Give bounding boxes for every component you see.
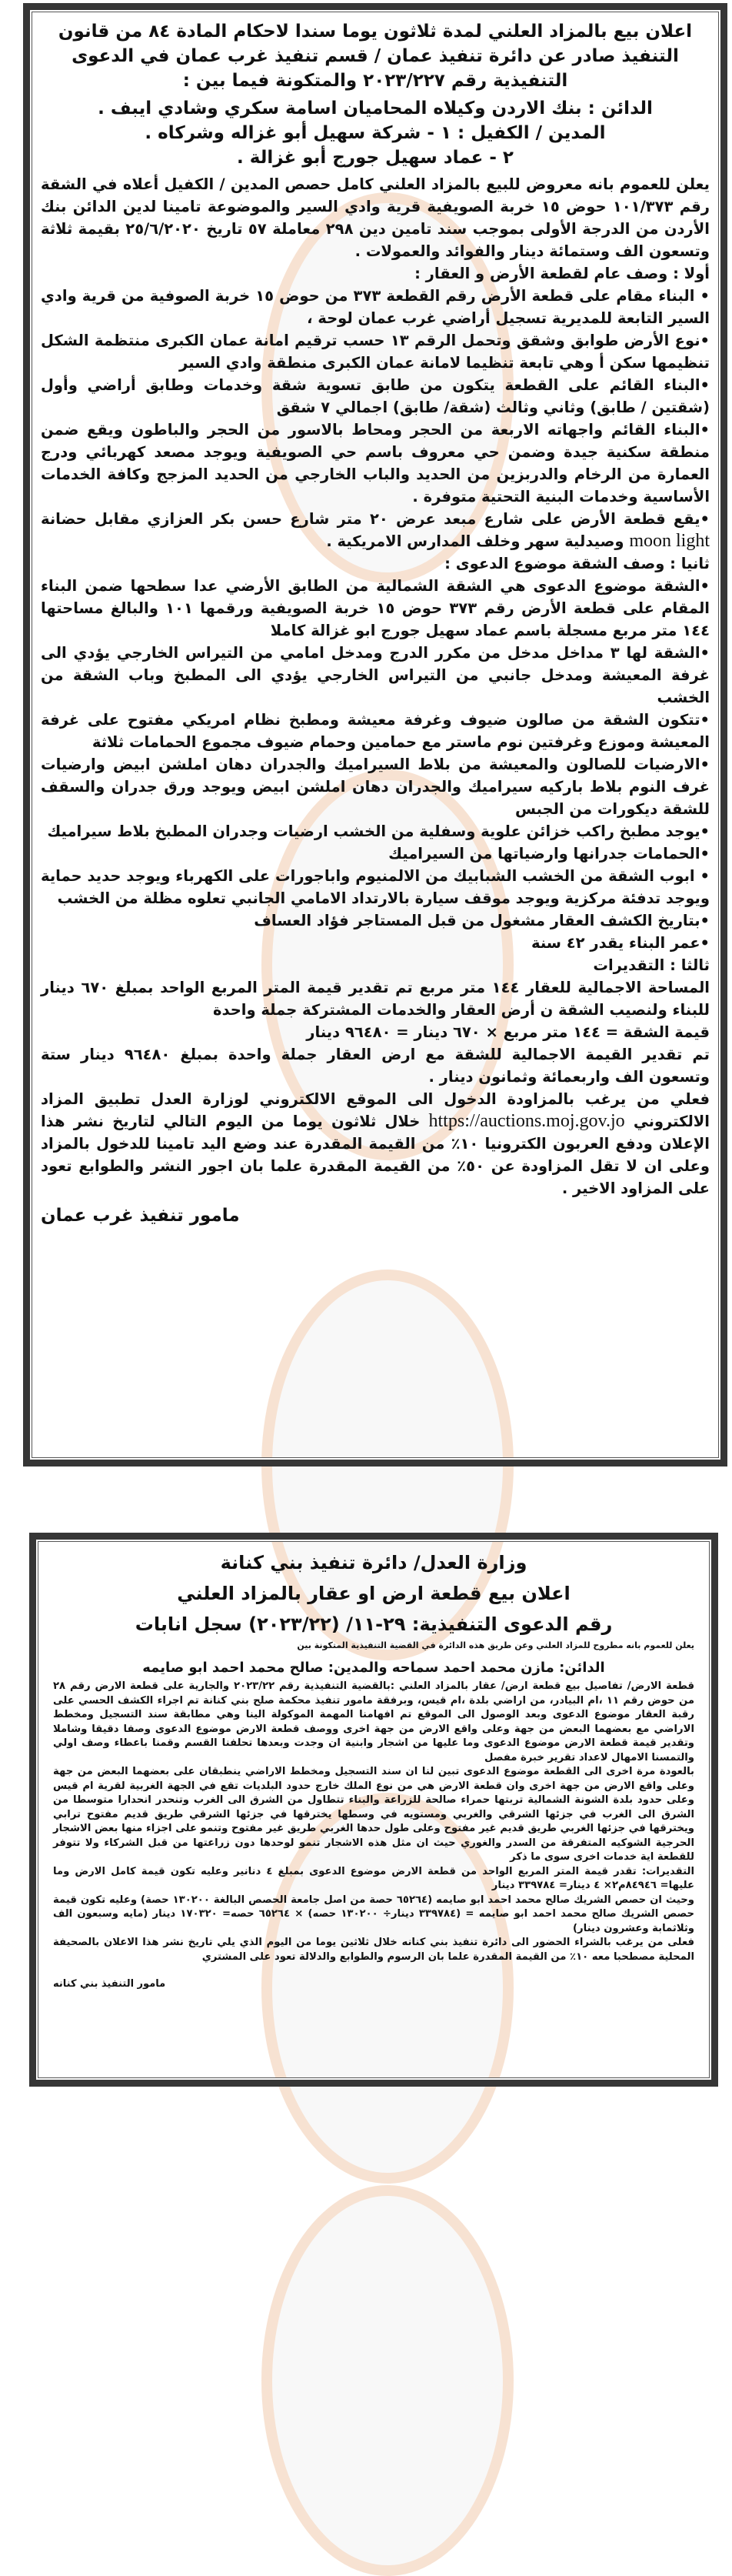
auction-notice-west-amman (23, 3, 727, 1467)
list-item: •البناء القائم واجهاته الاربعة من الحجر ومحاط بالاسور من الحجر والباطون ويقع ضمن منطقة سكنية جيدة وضمن حي معروف باسم حي الصويفية ويوجد مصعد كهربائي ودرج العمارة من الرخام والدربزين من الحديد والباب الخارجي من الحديد المزجج وكافة الخدمات الأساسية وخدمات البنية التحتية متوفرة . (41, 421, 710, 506)
debtor-line-1: المدين / الكفيل : ١ - شركة سهيل أبو غزاله وشركاه . (145, 123, 606, 143)
section-1-title: أولا : وصف عام لقطعة الأرض و العقار : (414, 265, 710, 282)
list-item: • البناء مقام على قطعة الأرض رقم القطعة ٣٧٣ من حوض ١٥ خربة الصوفية من قرية وادي السير التابعة للمديرية تسجيل أراضي غرب عمان لوحة ، (41, 287, 710, 327)
bidding-text-end: خلال ثلاثون يوما من اليوم التالي لتاريخ نشر هذا الإعلان ودفع العربون الكترونيا ١٠٪ من القيمة المقدرة عند وضع اليد تامينا للدخول بالمزاد وعلى ان لا تقل المزاودة عن ٥٠٪ من القيمة المقدرة علما بان اجور النشر والطوابع تعود على المزاود الاخير . (41, 1113, 710, 1197)
list-item: •الشقة لها ٣ مداخل مدخل من مكرر الدرج ومدخل امامي من التيراس الخارجي يؤدي الى غرفة المعيشة ومدخل جانبي من التيراس الخارجي يؤدي الى المطبخ وباب الشقة من الخشب (41, 644, 710, 706)
notice-header: اعلان بيع بالمزاد العلني لمدة ثلاثون يوما سندا لاحكام المادة ٨٤ من قانون التنفيذ صادر عن دائرة تنفيذ عمان / قسم تنفيذ غرب عمان في الدعوى التنفيذية رقم ٢٠٢٣/٢٢٧ والمتكونة فيما بين : (58, 22, 693, 91)
intro-line: يعلن للعموم بانه مطروح للمزاد العلني وعن طريق هذه الدائرة في القضية التنفيذية المتكونة بين (297, 1640, 694, 1650)
valuation-line: تم تقدير القيمة الاجمالية للشقة مع ارض العقار جملة واحدة بمبلغ ٩٦٤٨٠ دينار ستة وتسعون الف واربعمائة وثمانون دينار . (41, 1046, 710, 1086)
auction-notice-bani-kenanah (29, 1533, 718, 2087)
list-item: •يوجد مطبخ راكب خزائن علوية وسفلية من الخشب ارضيات وجدران المطبخ بلاط سيراميك (47, 823, 710, 840)
ministry-title: وزارة العدل/ دائرة تنفيذ بني كنانة (220, 1552, 527, 1573)
valuation-line: قيمة الشقة = ١٤٤ متر مربع × ٦٧٠ دينار = ٩٦٤٨٠ دينار (306, 1023, 710, 1041)
parties-line: الدائن: مازن محمد احمد سماحه والمدين: صالح محمد احمد ابو صايمه (142, 1660, 605, 1676)
notice-title: اعلان بيع قطعة ارض او عقار بالمزاد العلني (177, 1583, 571, 1604)
paragraph: وحيث ان حصص الشريك صالح محمد احمد ابو صايمه (٦٥٢٦٤ حصة من اصل جامعة الحصص البالغة ١٣٠٢٠٠ حصة) وعليه تكون قيمة حصص الشريك صالح محمد احمد ابو صايمه = (٣٣٩٧٨٤ دينار÷ ١٣٠٢٠٠ حصه) × ٦٥٢٦٤ حصه= ١٧٠٣٢٠ دينار (مايه وسبعون الف وثلاثمابة وعشرون دينار) (53, 1894, 694, 1934)
creditor-line: الدائن : بنك الاردن وكيلاه المحاميان اسامة سكري وشادي ايبف . (98, 98, 653, 118)
list-item: •الحمامات جدرانها وارضياتها من السيراميك (388, 845, 710, 863)
list-item: • ابوب الشقة من الخشب الشبابيك من الالمنيوم واباجورات على الكهرباء ويوجد حديد حماية ويوجد تدفئة مركزية ويوجد موقف سيارة بالارتداد الامامي الجانبي تعلوه مظلة من الخشب (41, 867, 710, 907)
paragraph: قطعة الارض/ تفاصيل بيع قطعة ارض/ عقار بالمزاد العلني :بالقضية التنفيذية رقم ٢٠٢٣/٢٢ والجارية على قطعة الارض رقم ٢٨ من حوض رقم ١١ ،ام البيادر، من اراضي بلدة ،ام قيس، وبرفقة مامور تنفيذ محكمة صلح بني كنانة تم اجراء الكشف الحسي على رقبة العقار موضوع الدعوى وبعد الوصول الى الموقع تم افهامنا المهمة الموكولة الينا وهي مطابقة سند التسجيل ومخطط الاراضي مع بعضهما البعض من جهة وعلى واقع الارض من جهة اخرى ووصف قطعة الارض موضوع الدعوى وصفا دقيقا وشاملا وتقدير قيمة قطعة الارض موضوع الدعوى وما عليها من اشجار وابنية ان وجدت وبعدها تحلفنا القسم وقمنا باعطاء وصف اولي والتمسنا الامهال لاعداد تقرير خبرة مفصل (53, 1680, 694, 1763)
section-2-title: ثانيا : وصف الشقة موضوع الدعوى : (444, 555, 710, 572)
paragraph: فعلى من يرغب بالشراء الحضور الى دائرة تنفيذ بني كنانه خلال ثلاثين يوما من اليوم الذي يلي تاريخ نشر هذا الاعلان بالصحيفة المحلية مصطحبا معه ١٠٪ من القيمة المقدرة علما بان الرسوم والطوابع والدلالة تعود على المشتري (53, 1937, 694, 1963)
signature: مامور التنفيذ بني كنانه (53, 1978, 166, 1990)
location-text: •يقع قطعة الأرض على شارع مبعد عرض ٢٠ متر شارع حسن بكر العزازي مقابل حضانة (41, 510, 710, 528)
list-item: •تتكون الشقة من صالون ضيوف وغرفة معيشة ومطبخ نظام امريكي مفتوح على غرفة المعيشة وموزع وغرفتين نوم ماستر مع حمامين وحمام ضيوف مجموع الحمامات ثلاثة (41, 711, 710, 751)
bidding-paragraph (41, 1088, 710, 1200)
section-3-title: ثالثا : التقديرات (593, 956, 710, 974)
case-number: رقم الدعوى التنفيذية: ٢٩-١١/ (٢٠٢٣/٢٢) سجل انابات (135, 1613, 613, 1635)
signature: مامور تنفيذ غرب عمان (41, 1206, 240, 1226)
list-item: •نوع الأرض طوابق وشقق وتحمل الرقم ١٣ حسب ترقيم امانة عمان الكبرى منتظمة الشكل تنظيمها سكن أ وهي تابعة تنظيما لامانة عمان الكبرى منطقة وادي السير (41, 332, 710, 372)
paragraph: بالعودة مرة اخرى الى القطعة موضوع الدعوى تبين لنا ان سند التسجيل ومخطط الاراضي ينطبقان على بعضهما البعض من جهة وعلى واقع الارض من جهة اخرى وان قطعة الارض هي من نوع الملك خارج حدود البلديات تقع في الجهة الغربية لقرية ام قيس وعلى حدود بلدة الشونة الشمالية تربتها حمراء صالحة للزراعة والبناء تتطاول من الشرق الى الغرب وتنحدر انحدارا متوسطا من الشرق الى الغرب في جزئها الشرقي والغربي ومستويه في وسطها يخترقها في جزئها الشرقي طريق قديم مفتوح ترابي ويخترقها في جزئها الغربي طريق قديم غير مفتوح وعلى طول حدها الغربي طريق غير مفتوح وتنمو على اجزاء منها بعض الاشجار الحرجية الشوكيه المتفرقة من السدر والغوري حيث ان مثل هذه الاشجار تنمو لوحدها دون زراعتها من قبل الشركاء ولا تتوفر للقطعة اية خدمات اخرى سوى ما ذكر (53, 1766, 694, 1863)
watermark-clock-icon (261, 2185, 514, 2576)
list-item: •عمر البناء يقدر ٤٢ سنة (531, 934, 710, 952)
location-text-end: وصيدلية سهر وخلف المدارس الامريكية . (326, 532, 624, 550)
list-item: •البناء القائم على القطعة يتكون من طابق تسوية شقة وخدمات وطابق أراضي وأول (شقتين / طابق) وثاني وثالث (شقة/ طابق) اجمالي ٧ شقق (41, 376, 710, 416)
list-item: •الارضيات للصالون والمعيشة من بلاط السيراميك والجدران دهان املشن ابيض وارضيات غرف النوم بلاط باركيه سيراميك والجدران دهان املشن ابيض ويوجد ورق جدران والسقف للشقة ديكورات من الجبس (41, 756, 710, 818)
list-item: •الشقة موضوع الدعوى هي الشقة الشمالية من الطابق الأرضي عدا سطحها ضمن البناء المقام على قطعة الأرض رقم ٣٧٣ حوض ١٥ خربة الصويفية ورقمها ١٠١ والبالغ مساحتها ١٤٤ متر مربع مسجلة باسم عماد سهيل جورج ابو غزالة كاملا (41, 577, 710, 639)
intro-paragraph: يعلن للعموم بانه معروض للبيع بالمزاد العلني كامل حصص المدين / الكفيل أعلاه في الشقة رقم ١٠١/٣٧٣ حوض ١٥ خربة الصويفية قرية وادي السير والموضوعة تامينا لدين الدائن بنك الأردن من الدرجة الأولى بموجب سند تامين دين ٢٩٨ معاملة ٥٧ تاريخ ٢٥/٦/٢٠٢٠ بقيمة ثلاثة وتسعون الف وستمائة دينار والفوائد والعمولات . (41, 175, 710, 260)
bidding-text: فعلي من يرغب بالمزاودة الدخول الى الموقع الالكتروني لوزارة العدل تطبيق المزاد الالكتروني (41, 1090, 710, 1130)
auction-url-link[interactable]: https://auctions.moj.gov.jo (428, 1111, 625, 1131)
debtor-line-2: ٢ - عماد سهيل جورج أبو غزالة . (237, 148, 514, 168)
list-item-location (41, 508, 710, 552)
paragraph: التقديرات: تقدر قيمة المتر المربع الواحد من قطعة الارض موضوع الدعوى بمبلغ ٤ دنانير وعليه تكون قيمة كامل الارض وما عليها= ٨٤٩٤٦م٢× ٤ دينار= ٣٣٩٧٨٤ دينار (53, 1865, 694, 1891)
valuation-line: المساحة الاجمالية للعقار ١٤٤ متر مربع تم تقدير قيمة المتر المربع الواحد بمبلغ ٦٧٠ دينار للبناء ولنصيب الشقة ن أرض العقار والخدمات المشتركة جملة واحدة (41, 979, 710, 1019)
nursery-name: moon light (629, 531, 710, 551)
list-item: •بتاريخ الكشف العقار مشغول من قبل المستاجر فؤاد العساف (254, 912, 710, 929)
